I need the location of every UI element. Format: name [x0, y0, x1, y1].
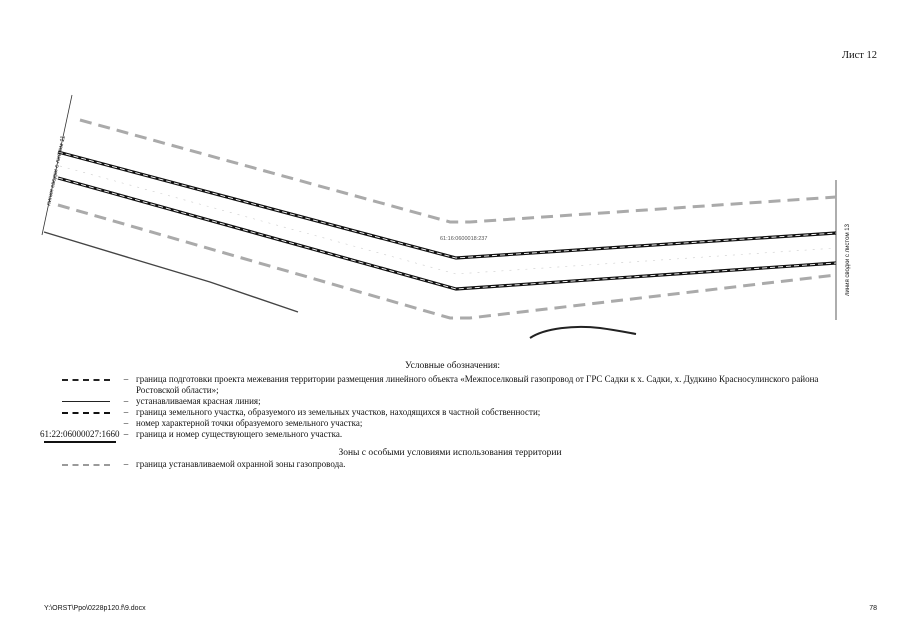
legend-item-existing-parcel: [40, 429, 860, 444]
legend-text: устанавливаемая красная линия;: [136, 395, 261, 406]
sheet-number: Лист 12: [841, 50, 877, 61]
parcel-boundary-lower: [58, 178, 836, 289]
legend-item-protection-zone: [40, 459, 860, 470]
legend-text: номер характерной точки образуемого земельного участка;: [136, 417, 363, 428]
symbol-dashed-boundary: [40, 374, 120, 385]
footer-page-number: 78: [869, 605, 877, 612]
symbol-solid-line: [40, 396, 120, 407]
legend-title: Условные обозначения:: [404, 361, 500, 371]
symbol-existing-parcel: [40, 429, 120, 444]
legend-dash: –: [123, 406, 129, 417]
legend: [40, 374, 860, 470]
symbol-empty: [40, 418, 120, 429]
legend-dash: –: [123, 459, 129, 470]
symbol-grey-dashed: [40, 459, 120, 470]
legend-dash: –: [123, 395, 129, 406]
legend-text: граница подготовки проекта межевания территории размещения линейного объекта «Межпоселковый газопровод от ГРС Садки к х. Садки, х. Дудкино Красносулинского района Ростовской области»;: [136, 374, 819, 395]
existing-parcel-number: 61:22:06000027:1660: [40, 428, 120, 439]
legend-dash: –: [123, 428, 129, 439]
legend-item-new-parcel: [40, 407, 860, 418]
zones-title: Зоны с особыми условиями использования территории: [338, 447, 562, 458]
legend-item-point-number: [40, 418, 860, 429]
symbol-heavy-dashed: [40, 407, 120, 418]
red-line: [44, 232, 298, 312]
footer-file-path: Y:\ORST\Ppo\0228p120.f\9.docx: [44, 605, 146, 612]
project-boundary-upper: [80, 120, 836, 222]
legend-text: граница устанавливаемой охранной зоны газопровода.: [136, 459, 346, 470]
legend-item-red-line: [40, 396, 860, 407]
legend-item-project-boundary: [40, 374, 860, 396]
left-junction-label: линия сводки с листом 11: [46, 135, 67, 207]
existing-feature-curve: [530, 327, 636, 338]
parcel-number-label: 61:16:0600018:237: [440, 236, 488, 242]
legend-dash: –: [123, 417, 129, 428]
right-junction-label: линия сводки с листом 13: [845, 224, 851, 296]
legend-dash: –: [123, 374, 129, 384]
legend-text: граница земельного участка, образуемого из земельных участков, находящихся в частной собственности;: [136, 406, 541, 417]
legend-text: граница и номер существующего земельного участка.: [136, 428, 343, 439]
